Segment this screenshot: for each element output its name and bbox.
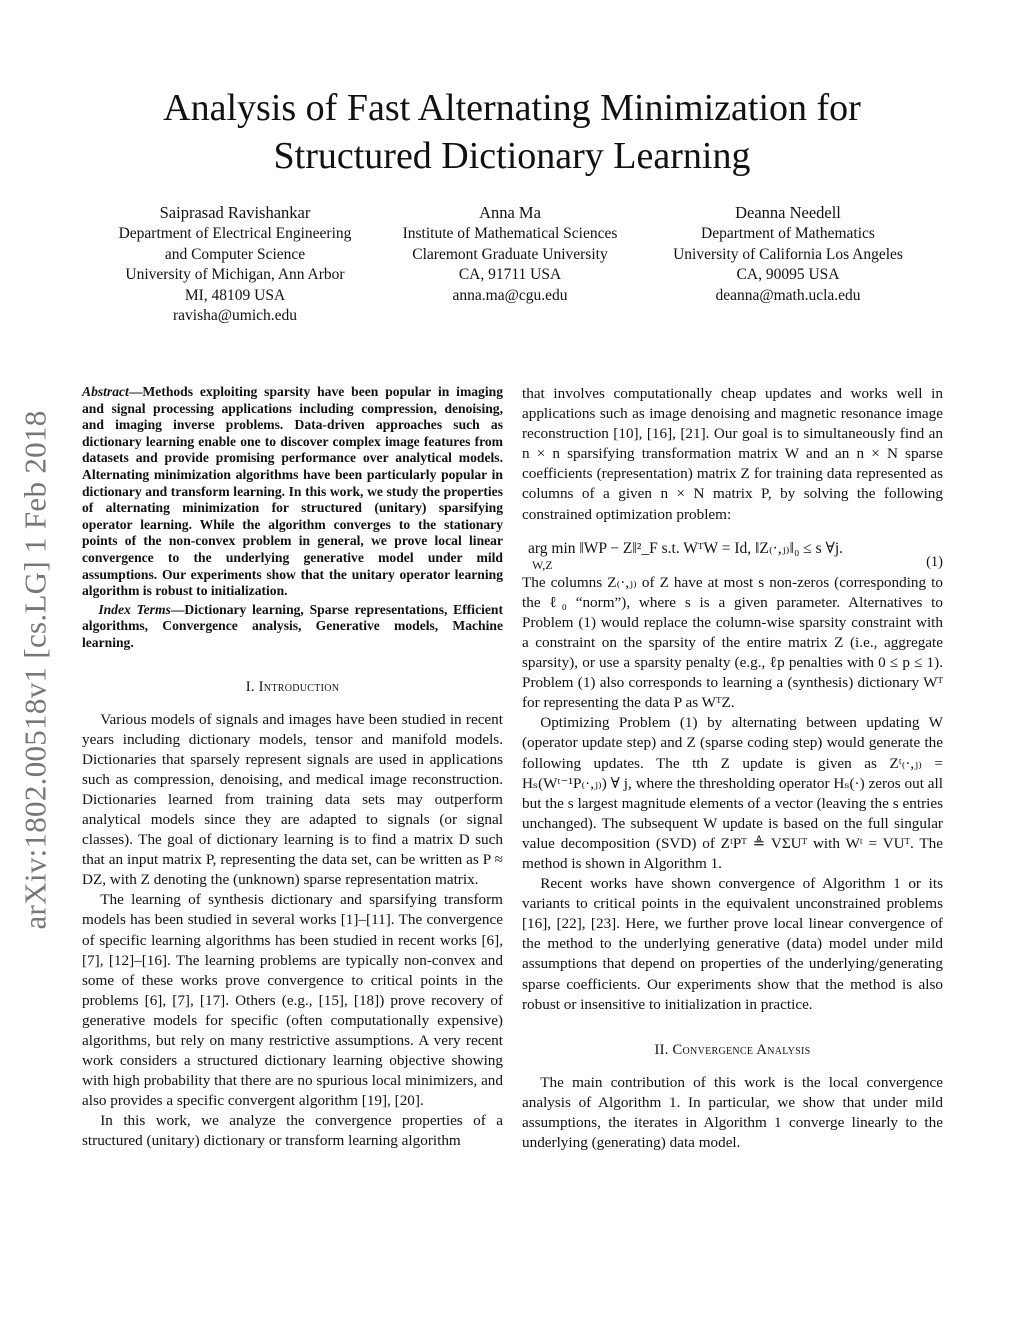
right-paragraph-3: Optimizing Problem (1) by alternating between updating W (operator update step) and Z (sparse coding step) would generate the following updates. The tth Z update is given as Zᵗ₍·,ⱼ₎ = Hₛ(Wᵗ⁻¹P₍·,ⱼ₎) ∀ j, where the thresholding operator Hₛ(·) zeros out all but the s largest magnitude elements of a vector (leaving the s entries unchanged). The subsequent W update is based on the full singular value decomposition (SVD) of ZᵗPᵀ ≜ VΣUᵀ with Wᵗ = VUᵀ. The method is shown in Algorithm 1. bbox=[522, 714, 943, 872]
title-line-1: Analysis of Fast Alternating Minimization for bbox=[163, 87, 861, 129]
author-1 bbox=[95, 202, 375, 327]
right-paragraph-5: The main contribution of this work is the local convergence analysis of Algorithm 1. In particular, we show that under mild assumptions, the iterates in Algorithm 1 converge linearly to the underlying (generating) data model. bbox=[522, 1073, 943, 1151]
author-affiliation-line: Department of Mathematics bbox=[701, 225, 875, 242]
intro-paragraph-3: In this work, we analyze the convergence properties of a structured (unitary) dictionary or transform learning algorithm bbox=[82, 1112, 503, 1150]
author-affiliation-line: Department of Electrical Engineering bbox=[118, 225, 352, 242]
author-affiliation-line: University of California Los Angeles bbox=[673, 245, 903, 263]
author-affiliation-line: CA, 90095 USA bbox=[736, 266, 840, 284]
intro-paragraph-1: Various models of signals and images have been studied in recent years including dictionary models, tensor and manifold models. Dictionaries that sparsely represent signals are used in applications such as compression, denoising, and medical image reconstruction. Dictionaries learned from training data sets may outperform analytical models since they are adapted to signals (or signal classes). The goal of dictionary learning is to find a matrix D such that an input matrix P, representing the data set, can be written as P ≈ DZ, with Z denoting the (unknown) sparse representation matrix. bbox=[82, 710, 503, 889]
author-affiliation-line: and Computer Science bbox=[164, 245, 306, 263]
abstract-text: —Methods exploiting sparsity have been popular in imaging and signal processing applications including compression, denoising, and imaging inverse problems. Data-driven approaches such as dictionary learning enable one to discover complex image features from datasets and provide promising performance over analytical models. Alternating minimization algorithms have been particularly popular in dictionary and transform learning. In this work, we study the properties of alternating minimization for structured (unitary) sparsifying operator learning. While the algorithm converges to the stationary points of the non-convex problem in general, we prove local linear convergence to the underlying generative model under mild assumptions. Our experiments show that the unitary operator learning algorithm is robust to initialization. bbox=[82, 384, 503, 599]
author-name: Anna Ma bbox=[479, 203, 541, 222]
paper-title bbox=[0, 84, 1024, 180]
equation-text: arg min ‖WP − Z‖²_F s.t. WᵀW = Id, ‖Z₍·,ⱼ₎‖₀ ≤ s ∀j. bbox=[528, 539, 844, 557]
title-line-2: Structured Dictionary Learning bbox=[273, 135, 751, 177]
author-email: deanna@math.ucla.edu bbox=[715, 286, 861, 304]
arxiv-id: arXiv:1802.00518v1 [cs.LG] 1 Feb 2018 bbox=[18, 410, 53, 930]
index-terms bbox=[82, 602, 503, 652]
equation-body bbox=[522, 539, 843, 571]
abstract bbox=[82, 384, 503, 600]
right-column bbox=[522, 384, 943, 1153]
author-affiliation-line: CA, 91711 USA bbox=[458, 266, 562, 284]
author-affiliation-line: Institute of Mathematical Sciences bbox=[402, 225, 618, 242]
author-email: anna.ma@cgu.edu bbox=[452, 286, 568, 304]
left-column bbox=[82, 384, 503, 1152]
section-heading-convergence: II. Convergence Analysis bbox=[654, 1041, 811, 1058]
right-paragraph-2: The columns Z₍·,ⱼ₎ of Z have at most s non-zeros (corresponding to the ℓ₀ “norm”), where s is a given parameter. Alternatives to Problem (1) would replace the column-wise sparsity constraint with a constraint on the sparsity of the entire matrix Z (i.e., aggregate sparsity), or use a sparsity penalty (e.g., ℓp penalties with 0 ≤ p ≤ 1). Problem (1) also corresponds to learning a (synthesis) dictionary Wᵀ for representing the data P as WᵀZ. bbox=[522, 573, 943, 712]
author-affiliation-line: MI, 48109 USA bbox=[184, 286, 286, 304]
right-paragraph-4: Recent works have shown convergence of Algorithm 1 or its variants to critical points in the equivalent unconstrained problems [16], [22], [23]. Here, we further prove local linear convergence of the method to the underlying generative (data) model under mild assumptions that depend on properties of the underlying/generating sparse coefficients. Our experiments show that the method is also robust or insensitive to initialization in practice. bbox=[522, 875, 943, 1013]
equation-subscript: W,Z bbox=[532, 557, 553, 572]
abstract-label: Abstract bbox=[82, 384, 129, 399]
equation-number: (1) bbox=[926, 553, 943, 570]
author-2 bbox=[372, 202, 648, 306]
index-terms-text: —Dictionary learning, Sparse representations, Efficient algorithms, Convergence analysis, Generative models, Machine learning. bbox=[82, 601, 503, 650]
author-name: Deanna Needell bbox=[735, 203, 841, 222]
author-affiliation-line: Claremont Graduate University bbox=[412, 245, 608, 263]
author-affiliation-line: University of Michigan, Ann Arbor bbox=[125, 266, 345, 284]
author-3 bbox=[650, 202, 926, 306]
author-name: Saiprasad Ravishankar bbox=[159, 203, 311, 222]
author-email: ravisha@umich.edu bbox=[172, 307, 298, 325]
intro-paragraph-2: The learning of synthesis dictionary and sparsifying transform models has been studied in several works [1]–[11]. The convergence of specific learning algorithms has been studied in recent works [6], [7], [12]–[16]. The learning problems are typically non-convex and some of these works prove convergence to critical points in the problems [6], [7], [17]. Others (e.g., [15], [18]) prove recovery of generative models for specific (often computationally expensive) algorithms, but rely on many restrictive assumptions. A very recent work considers a structured dictionary learning objective showing with high probability that there are no spurious local minimizers, and also provides a specific convergent algorithm [19], [20]. bbox=[82, 891, 503, 1110]
index-terms-label: Index Terms bbox=[98, 601, 171, 617]
section-heading-introduction: I. Introduction bbox=[245, 678, 340, 695]
equation-1 bbox=[522, 533, 943, 571]
arxiv-watermark bbox=[14, 360, 58, 980]
right-paragraph-1: that involves computationally cheap updates and works well in applications such as image denoising and magnetic resonance image reconstruction [10], [16], [21]. Our goal is to simultaneously find an n × n sparsifying transformation matrix W and an n × N sparse coefficients (representation) matrix Z for training data represented as columns of a given n × N matrix P, by solving the following constrained optimization problem: bbox=[522, 385, 943, 523]
